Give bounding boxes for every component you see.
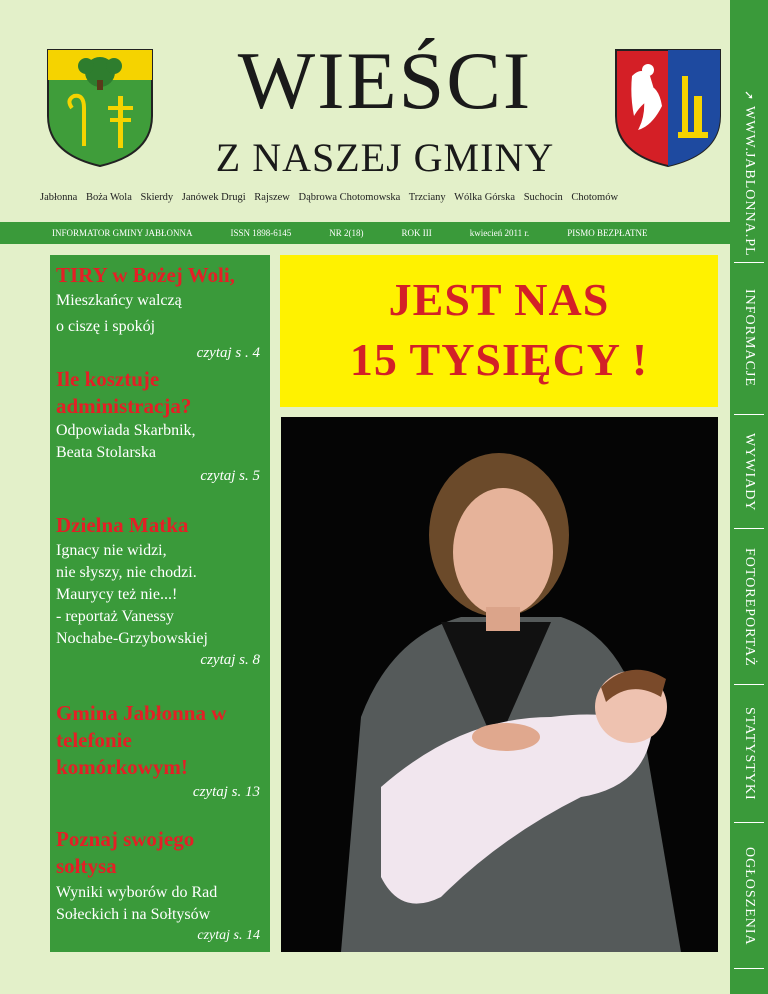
arrow-icon: ➘ xyxy=(743,88,755,102)
article-title[interactable]: TIRY w Bożej Woli, xyxy=(56,263,235,287)
side-nav-informacje[interactable]: INFORMACJE xyxy=(742,289,757,387)
read-more-link[interactable]: czytaj s. 8 xyxy=(200,652,260,668)
issue-date: kwiecień 2011 r. xyxy=(469,228,530,238)
headline-line: 15 TYSIĘCY ! xyxy=(349,334,649,385)
village-name: Suchocin xyxy=(523,192,563,203)
village-name: Jabłonna xyxy=(40,192,78,203)
volume-year: ROK III xyxy=(401,228,432,238)
divider xyxy=(734,968,764,969)
headline-line: JEST NAS xyxy=(388,274,610,325)
read-more-link[interactable]: czytaj s. 5 xyxy=(200,468,260,484)
article-teaser: - reportaż Vanessy xyxy=(56,608,174,625)
divider xyxy=(734,684,764,685)
village-name: Boża Wola xyxy=(85,192,132,203)
article-teaser: nie słyszy, nie chodzi. xyxy=(56,564,197,581)
article-teaser: Odpowiada Skarbnik, xyxy=(56,422,196,439)
website-link[interactable]: WWW.JABLONNA.PL xyxy=(742,105,757,257)
article-title[interactable]: Dzielna Matka xyxy=(56,513,189,537)
cover-headline xyxy=(280,270,718,390)
village-name: Chotomów xyxy=(571,192,619,203)
read-more-link[interactable]: czytaj s. 13 xyxy=(192,784,260,800)
village-name: Janówek Drugi xyxy=(181,192,246,203)
cover-photo xyxy=(281,417,718,952)
side-nav-fotoreportaz[interactable]: FOTOREPORTAŻ xyxy=(742,547,757,667)
issue-info-bar xyxy=(0,222,730,244)
article-teaser: Maurycy też nie...! xyxy=(56,586,178,603)
divider xyxy=(734,822,764,823)
gmina-coat-of-arms xyxy=(44,46,156,170)
side-nav-wywiady[interactable]: WYWIADY xyxy=(742,432,757,512)
issn: ISSN 1898-6145 xyxy=(230,228,292,238)
article-teaser: Mieszkańcy walczą xyxy=(56,292,182,309)
article-teaser: Wyniki wyborów do Rad xyxy=(56,884,218,901)
article-title[interactable]: Poznaj swojego sołtysa xyxy=(56,827,195,878)
village-name: Rajszew xyxy=(254,192,290,203)
county-coat-of-arms xyxy=(612,46,724,170)
price-note: PISMO BEZPŁATNE xyxy=(567,228,648,238)
article-teaser: Sołeckich i na Sołtysów xyxy=(56,906,211,923)
village-name: Dąbrowa Chotomowska xyxy=(298,192,401,203)
village-list xyxy=(40,192,730,203)
article-title[interactable]: Gmina Jabłonna w telefonie komórkowym! xyxy=(56,701,227,779)
article-teaser: Ignacy nie widzi, xyxy=(56,542,167,559)
issue-number: NR 2(18) xyxy=(329,228,364,238)
read-more-link[interactable]: czytaj s. 14 xyxy=(197,928,260,943)
side-nav-statystyki[interactable]: STATYSTYKI xyxy=(742,707,757,801)
divider xyxy=(734,528,764,529)
masthead-subtitle: Z NASZEJ GMINY xyxy=(215,135,555,180)
divider xyxy=(734,262,764,263)
village-name: Wólka Górska xyxy=(454,192,516,203)
article-teaser: Nochabe-Grzybowskiej xyxy=(56,630,208,647)
divider xyxy=(734,414,764,415)
article-title[interactable]: Ile kosztuje administracja? xyxy=(56,367,192,418)
article-teaser: o ciszę i spokój xyxy=(56,318,156,335)
masthead-title: WIEŚCI xyxy=(237,35,533,126)
village-name: Trzciany xyxy=(408,192,446,203)
article-teaser: Beata Stolarska xyxy=(56,444,156,461)
publication-label: INFORMATOR GMINY JABŁONNA xyxy=(52,228,193,238)
side-nav-ogloszenia[interactable]: OGŁOSZENIA xyxy=(742,846,757,946)
read-more-link[interactable]: czytaj s . 4 xyxy=(196,345,260,361)
village-name: Skierdy xyxy=(140,192,174,203)
